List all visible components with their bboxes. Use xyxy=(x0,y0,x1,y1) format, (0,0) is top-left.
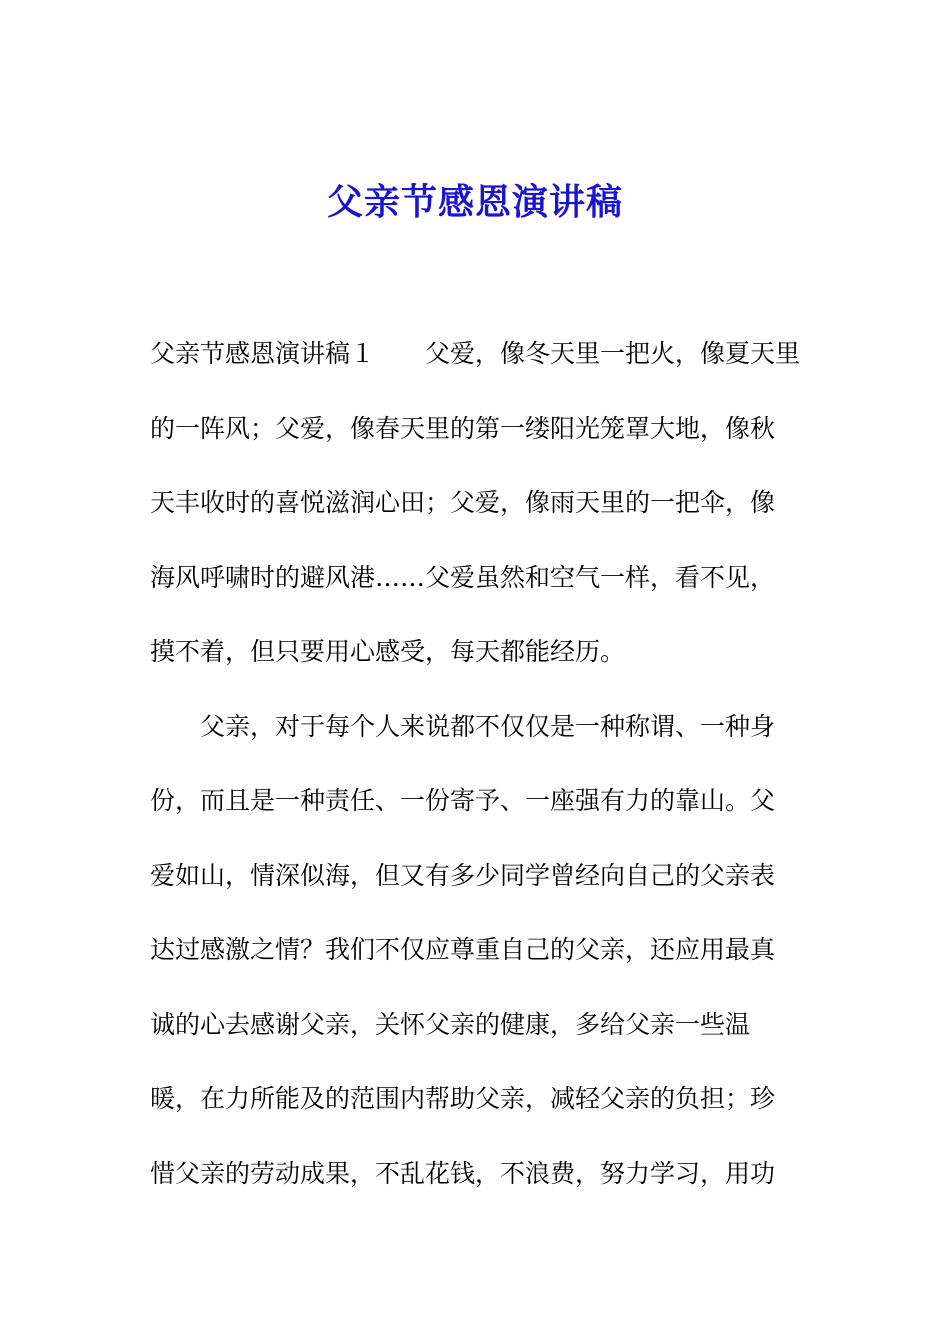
body-line: 摸不着，但只要用心感受，每天都能经历。 xyxy=(150,637,626,666)
document-body xyxy=(150,330,810,1224)
body-line: 诚的心去感谢父亲，关怀父亲的健康，多给父亲一些温 xyxy=(150,1009,751,1039)
body-line: 父亲，对于每个人来说都不仅仅是一种称谓、一种身 xyxy=(150,711,776,741)
body-line: 父亲节感恩演讲稿１ 父爱，像冬天里一把火，像夏天里 xyxy=(150,339,801,368)
body-line: 暖，在力所能及的范围内帮助父亲，减轻父亲的负担；珍 xyxy=(150,1084,776,1113)
body-line: 达过感激之情？我们不仅应尊重自己的父亲，还应用最真 xyxy=(150,935,776,964)
body-line: 份，而且是一种责任、一份寄予、一座强有力的靠山。父 xyxy=(150,786,776,815)
body-line: 惜父亲的劳动成果，不乱花钱，不浪费，努力学习，用功 xyxy=(150,1158,776,1188)
body-line: 爱如山，情深似海，但又有多少同学曾经向自己的父亲表 xyxy=(150,860,776,890)
body-line: 天丰收时的喜悦滋润心田；父爱，像雨天里的一把伞，像 xyxy=(150,488,776,517)
page-title: 父亲节感恩演讲稿 xyxy=(326,182,623,223)
body-line: 的一阵风；父爱，像春天里的第一缕阳光笼罩大地，像秋 xyxy=(150,413,776,443)
body-line: 海风呼啸时的避风港……父爱虽然和空气一样，看不见， xyxy=(150,562,776,592)
